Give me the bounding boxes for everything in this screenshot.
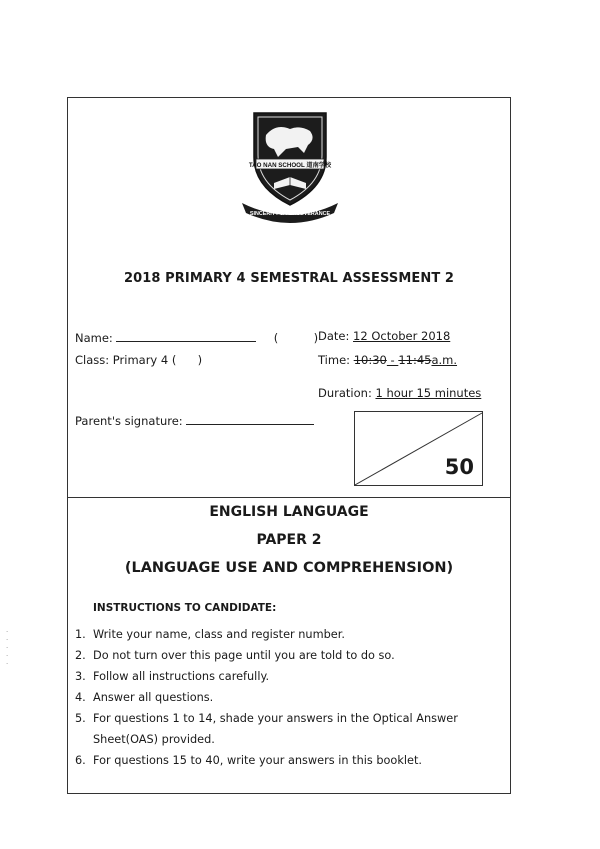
instruction-number: 2. [75, 649, 86, 662]
instruction-number: 3. [75, 670, 86, 683]
school-crest-logo [238, 105, 342, 223]
time-separator: - [386, 353, 399, 367]
svg-text:TAO NAN SCHOOL 道南学校: TAO NAN SCHOOL 道南学校 [248, 162, 332, 169]
name-line [116, 329, 256, 342]
instruction-text: For questions 15 to 40, write your answers in this booklet. [93, 754, 422, 767]
instruction-text: For questions 1 to 14, shade your answers in the Optical Answer [93, 712, 458, 725]
svg-text:SINCERITY & PERSEVERANCE: SINCERITY & PERSEVERANCE [249, 211, 331, 217]
instruction-text: Write your name, class and register number. [93, 628, 345, 641]
score-box [354, 411, 483, 486]
instruction-item [75, 649, 495, 662]
date-label: Date: [318, 329, 350, 343]
register-open-paren: ( [273, 331, 279, 345]
assessment-title: 2018 PRIMARY 4 SEMESTRAL ASSESSMENT 2 [123, 271, 455, 286]
instruction-text: Follow all instructions carefully. [93, 670, 270, 683]
total-marks: 50 [444, 455, 474, 479]
time-start: 10:30 [353, 353, 387, 367]
date-value: 12 October 2018 [353, 329, 451, 343]
time-suffix: a.m. [431, 353, 458, 367]
instruction-item [75, 670, 495, 683]
instruction-number: 4. [75, 691, 86, 704]
instruction-text: Sheet(OAS) provided. [93, 733, 215, 746]
paper-number: PAPER 2 [256, 532, 322, 548]
register-close-paren: ) [313, 331, 319, 345]
instruction-text: Answer all questions. [93, 691, 214, 704]
section-divider [67, 497, 511, 498]
parent-signature-field [75, 412, 314, 428]
parent-signature-label: Parent's signature: [75, 414, 183, 428]
scan-specks: · · · · · [6, 628, 9, 668]
class-label: Class: Primary 4 ( [75, 353, 177, 367]
instruction-item [75, 691, 495, 704]
instruction-item [75, 754, 495, 767]
parent-signature-line [186, 412, 314, 425]
name-field [75, 329, 318, 345]
instructions-heading: INSTRUCTIONS TO CANDIDATE: [93, 602, 277, 614]
instruction-item [75, 733, 495, 746]
class-close-paren: ) [197, 353, 203, 367]
instruction-number: 1. [75, 628, 86, 641]
instruction-item [75, 712, 495, 725]
subject-title: ENGLISH LANGUAGE [209, 504, 369, 520]
time-end: 11:45 [398, 353, 432, 367]
duration-field [318, 386, 481, 400]
name-label: Name: [75, 331, 113, 345]
paper-description: (LANGUAGE USE AND COMPREHENSION) [124, 560, 454, 576]
time-label: Time: [318, 353, 351, 367]
duration-value: 1 hour 15 minutes [375, 386, 482, 400]
class-field [75, 353, 202, 367]
duration-label: Duration: [318, 386, 372, 400]
date-field [318, 329, 450, 343]
instruction-number: 5. [75, 712, 86, 725]
time-field [318, 353, 457, 367]
instruction-text: Do not turn over this page until you are told to do so. [93, 649, 395, 662]
instruction-number: 6. [75, 754, 86, 767]
instruction-item [75, 628, 495, 641]
